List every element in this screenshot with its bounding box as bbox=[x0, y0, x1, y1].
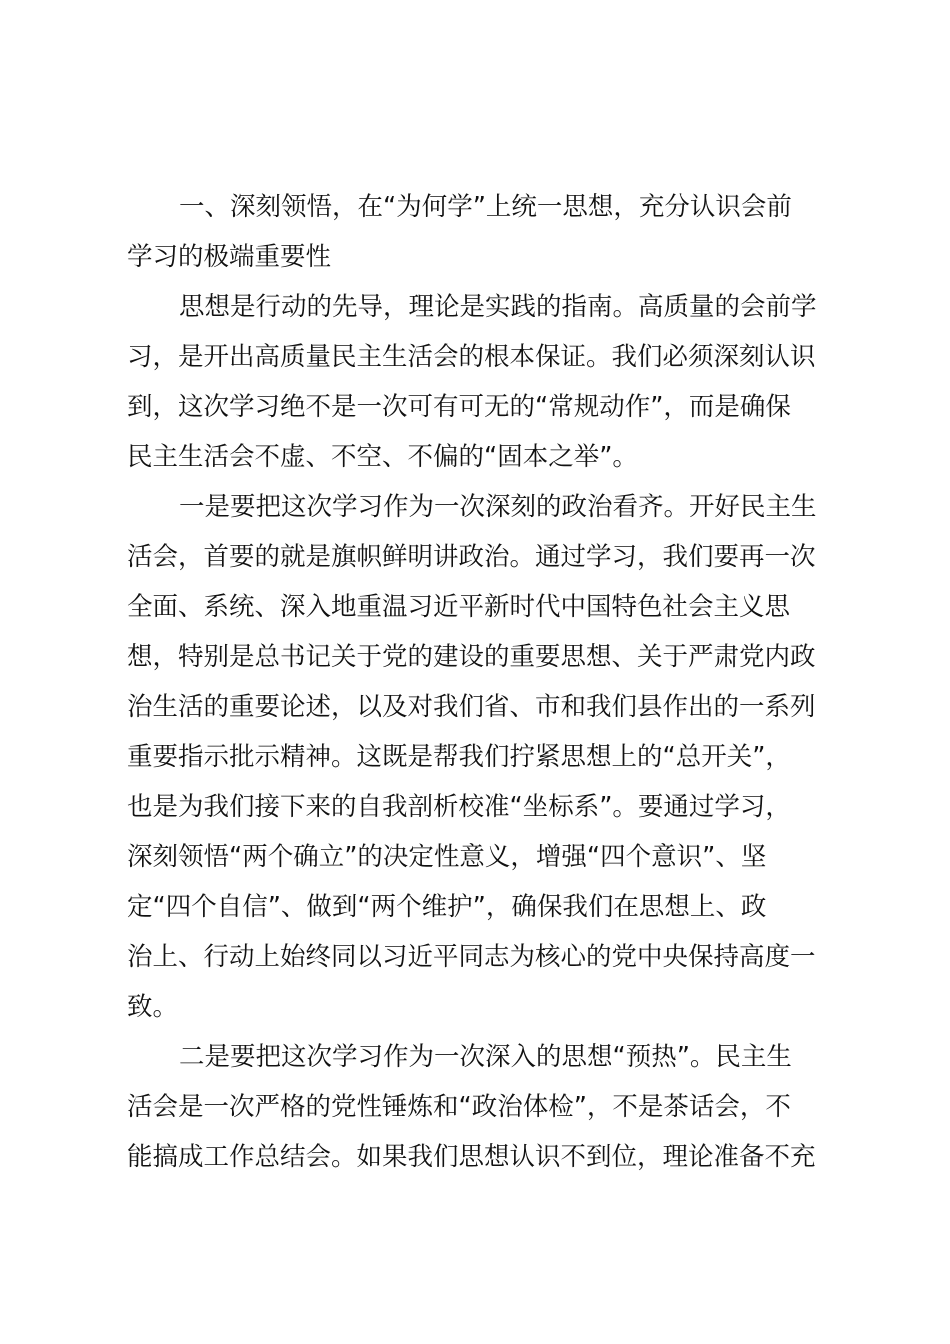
heading-line: 学习的极端重要性 bbox=[127, 242, 332, 272]
paragraph-line: 二是要把这次学习作为一次深入的思想“预热”。民主生 bbox=[179, 1042, 792, 1072]
paragraph-line: 活会是一次严格的党性锤炼和“政治体检”，不是茶话会，不 bbox=[127, 1092, 791, 1122]
paragraph-line: 重要指示批示精神。这既是帮我们拧紧思想上的“总开关”， bbox=[127, 742, 791, 772]
paragraph-point-two bbox=[127, 1032, 831, 1182]
paragraph-line: 也是为我们接下来的自我剖析校准“坐标系”。要通过学习， bbox=[127, 792, 791, 822]
paragraph-line: 深刻领悟“两个确立”的决定性意义，增强“四个意识”、坚 bbox=[127, 842, 767, 872]
paragraph-line: 想，特别是总书记关于党的建设的重要思想、关于严肃党内政 bbox=[127, 642, 816, 672]
paragraph-line: 到，这次学习绝不是一次可有可无的“常规动作”，而是确保 bbox=[127, 392, 791, 422]
paragraph-line: 定“四个自信”、做到“两个维护”，确保我们在思想上、政 bbox=[127, 892, 767, 922]
paragraph-intro bbox=[127, 282, 831, 482]
paragraph-line: 一是要把这次学习作为一次深刻的政治看齐。开好民主生 bbox=[179, 492, 817, 522]
paragraph-line: 思想是行动的先导，理论是实践的指南。高质量的会前学 bbox=[179, 292, 817, 322]
paragraph-line: 治上、行动上始终同以习近平同志为核心的党中央保持高度一 bbox=[127, 942, 816, 972]
paragraph-point-one bbox=[127, 482, 831, 1032]
paragraph-line: 活会，首要的就是旗帜鲜明讲政治。通过学习，我们要再一次 bbox=[127, 542, 816, 572]
heading-line: 一、深刻领悟，在“为何学”上统一思想，充分认识会前 bbox=[179, 192, 792, 222]
document-page bbox=[127, 182, 831, 1182]
section-heading bbox=[127, 182, 831, 282]
paragraph-line: 能搞成工作总结会。如果我们思想认识不到位，理论准备不充 bbox=[127, 1142, 816, 1172]
paragraph-line: 全面、系统、深入地重温习近平新时代中国特色社会主义思 bbox=[127, 592, 791, 622]
paragraph-line: 习，是开出高质量民主生活会的根本保证。我们必须深刻认识 bbox=[127, 342, 816, 372]
paragraph-line: 民主生活会不虚、不空、不偏的“固本之举”。 bbox=[127, 442, 638, 472]
paragraph-line: 致。 bbox=[127, 992, 179, 1022]
paragraph-line: 治生活的重要论述，以及对我们省、市和我们县作出的一系列 bbox=[127, 692, 816, 722]
